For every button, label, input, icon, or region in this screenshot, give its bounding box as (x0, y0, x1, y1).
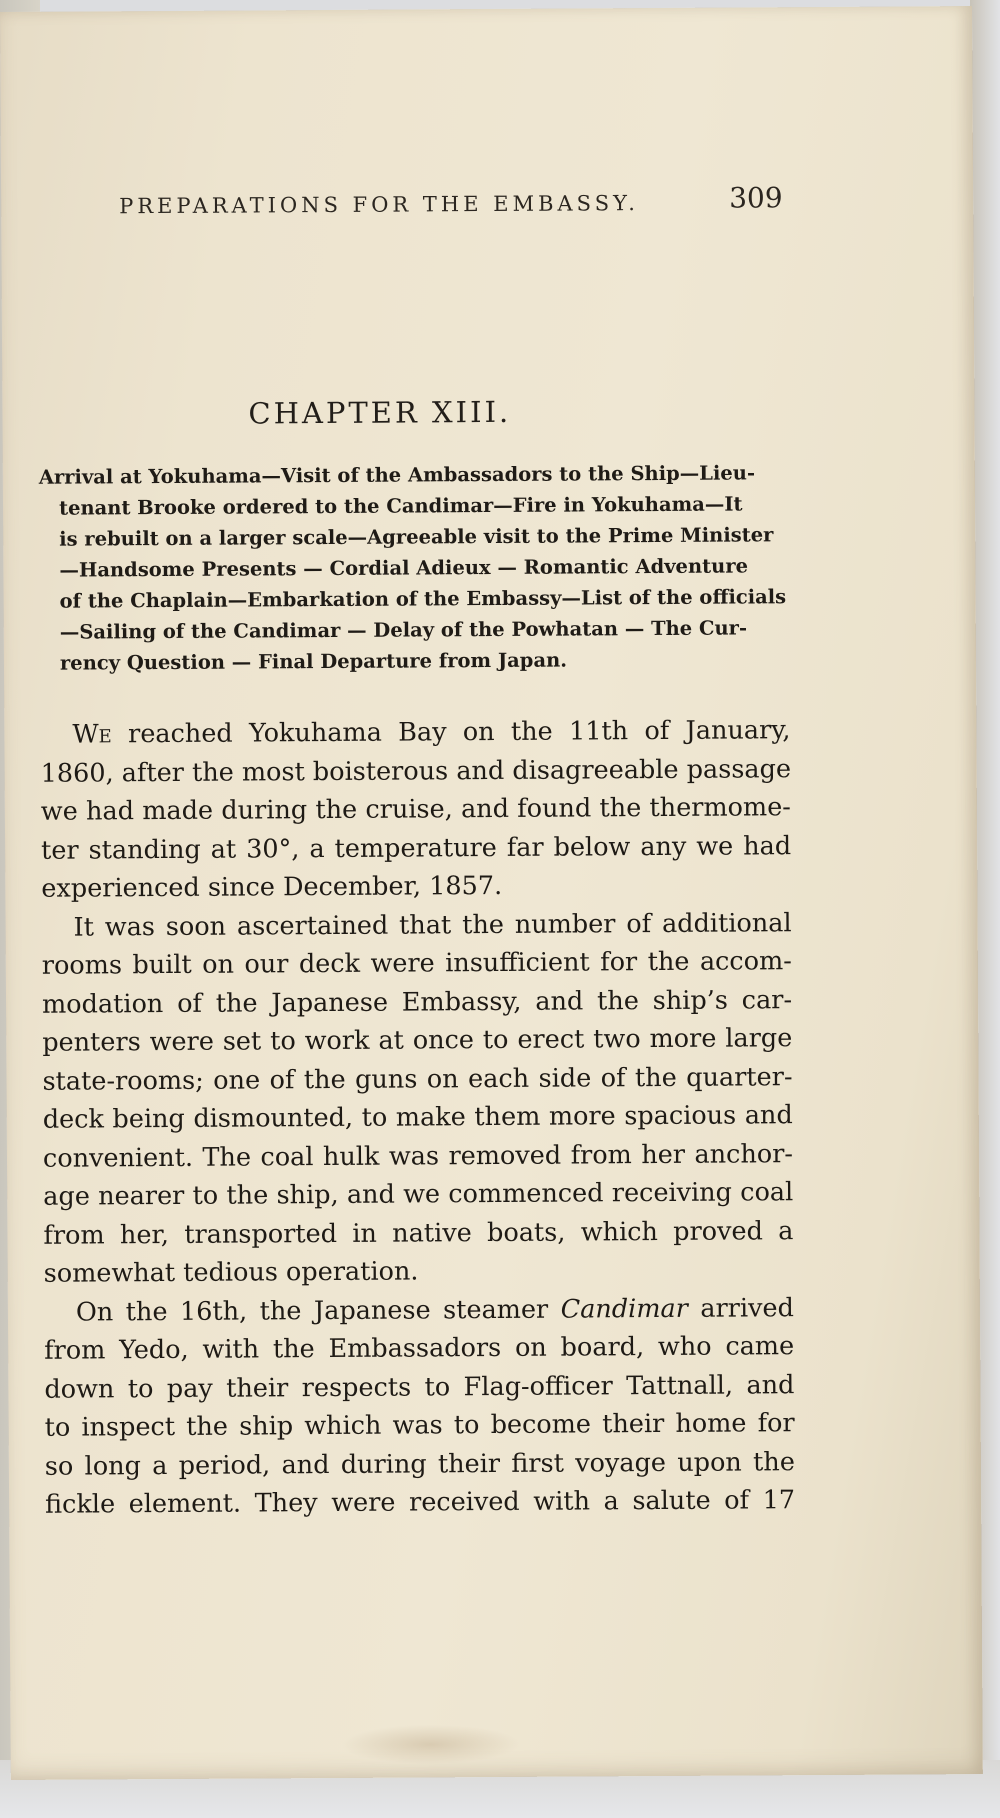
text-line: fickle element. They were received with a salute of 17 (45, 1485, 796, 1520)
paragraph-3 (44, 1289, 795, 1525)
ship-name: Candimar (560, 1293, 688, 1325)
text-line: somewhat tedious operation. (43, 1256, 419, 1289)
text-line: experienced since December, 1857. (41, 870, 503, 904)
text-line: down to pay their respects to Flag-officer Tattnall, and (44, 1369, 795, 1405)
paragraph-2 (41, 904, 793, 1294)
text-line: penters were set to work at once to erect two more large (42, 1023, 793, 1058)
page-number: 309 (729, 181, 783, 215)
summary-line: Arrival at Yokuhama—Visit of the Ambassadors to the Ship—Lieu- (38, 461, 756, 489)
text-line: rooms built on our deck were insufficient for the accom- (41, 946, 792, 981)
summary-line: tenant Brooke ordered to the Candimar—Fire in Yokuhama—It (58, 492, 743, 520)
text-line: deck being dismounted, to make them more spacious and (42, 1100, 793, 1135)
running-head: PREPARATIONS FOR THE EMBASSY. (119, 191, 639, 219)
text-line: 1860, after the most boisterous and disagreeable passage (40, 753, 792, 789)
chapter-summary (39, 457, 788, 679)
text-line: state-rooms; one of the guns on each side of the quarter- (42, 1061, 793, 1097)
summary-line: —Handsome Presents — Cordial Adieux — Romantic Adventure (59, 554, 749, 582)
summary-line: rency Question — Final Departure from Japan. (59, 648, 568, 675)
book-page (0, 6, 983, 1780)
text-line: It was soon ascertained that the number of additional (73, 907, 792, 943)
text-span: arrived (687, 1292, 795, 1324)
summary-line: is rebuilt on a larger scale—Agreeable visit to the Prime Minister (59, 523, 774, 551)
paragraph-1 (40, 711, 791, 908)
text-span: reached Yokuhama Bay on the 11th of January, (111, 715, 791, 750)
body-text (40, 711, 795, 1524)
text-line: to inspect the ship which was to become their home for (44, 1408, 795, 1443)
text-line: from Yedo, with the Embassadors on board, who came (44, 1331, 795, 1366)
text-line: modation of the Japanese Embassy, and the ship’s car- (41, 984, 793, 1020)
text-line: so long a period, and during their first voyage upon the (44, 1446, 795, 1482)
text-line: age nearer to the ship, and we commenced receiving coal (43, 1177, 794, 1212)
text-line: convenient. The coal hulk was removed from her anchor- (42, 1138, 794, 1174)
text-span: On the 16th, the Japanese steamer (75, 1294, 561, 1328)
summary-line: —Sailing of the Candimar — Delay of the Powhatan — The Cur- (59, 616, 748, 644)
chapter-title: CHAPTER XIII. (248, 394, 512, 431)
summary-line: of the Chaplain—Embarkation of the Embassy—List of the officials (59, 585, 787, 613)
text-line: we had made during the cruise, and found the thermome- (40, 792, 791, 827)
text-line (44, 1289, 794, 1332)
text-line: from her, transported in native boats, which proved a (43, 1215, 794, 1251)
text-line (40, 711, 790, 754)
drop-word: We (72, 719, 112, 750)
text-line: ter standing at 30°, a temperature far below any we had (41, 830, 792, 866)
